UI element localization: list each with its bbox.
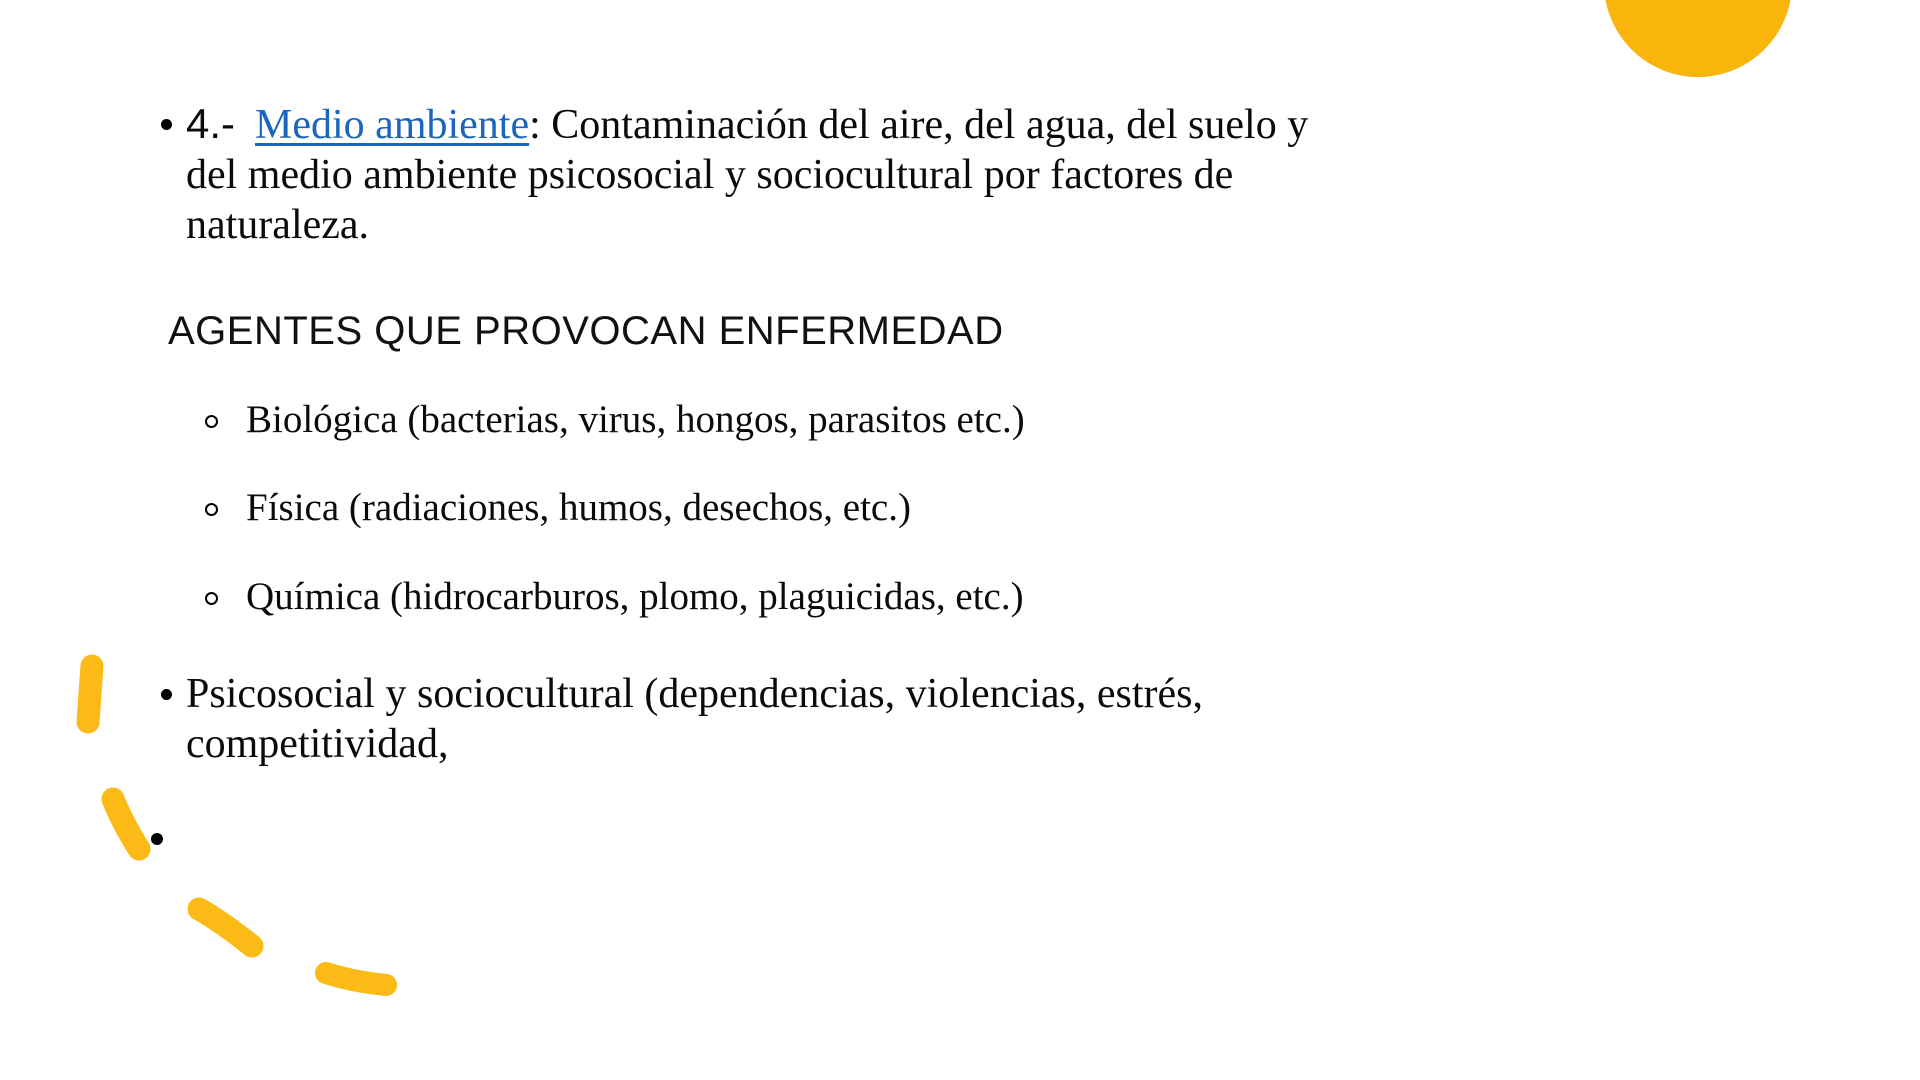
bullet1-line1-text: : Contaminación del aire, del agua, del suelo y: [529, 102, 1309, 148]
yellow-dash-2: [113, 799, 139, 849]
bullet1-line1: [186, 99, 1466, 150]
medio-ambiente-link[interactable]: Medio ambiente: [255, 102, 530, 148]
list-number: 4.-: [186, 100, 236, 147]
bullet-item-medio-ambiente: [186, 99, 1466, 250]
bullet1-line2: del medio ambiente psicosocial y sociocultural por factores de: [186, 152, 1234, 198]
sub-bullet-biologica: Biológica (bacterias, virus, hongos, parasitos etc.): [246, 398, 1025, 441]
sub-bullet-marker-quimica: [205, 592, 218, 605]
bullet2-line2: competitividad,: [186, 721, 449, 767]
yellow-dash-3: [199, 909, 252, 946]
corner-circle-decoration: [1604, 0, 1792, 77]
bullet-item-psicosocial: [186, 669, 1466, 769]
sub-bullet-marker-fisica: [205, 503, 218, 516]
bullet2-line1: Psicosocial y sociocultural (dependencias, violencias, estrés,: [186, 671, 1204, 717]
sub-bullet-quimica: Química (hidrocarburos, plomo, plaguicidas, etc.): [246, 575, 1024, 618]
yellow-dash-1: [88, 666, 92, 722]
bullet-marker-item4: [161, 119, 172, 130]
bullet1-line3: naturaleza.: [186, 202, 370, 248]
section-heading: AGENTES QUE PROVOCAN ENFERMEDAD: [168, 309, 1004, 353]
bullet-marker-empty: [151, 833, 163, 845]
yellow-dash-4: [326, 973, 386, 985]
bullet-marker-psicosocial: [161, 689, 172, 700]
sub-bullet-marker-biologica: [205, 415, 218, 428]
sub-bullet-fisica: Física (radiaciones, humos, desechos, etc.): [246, 486, 911, 529]
